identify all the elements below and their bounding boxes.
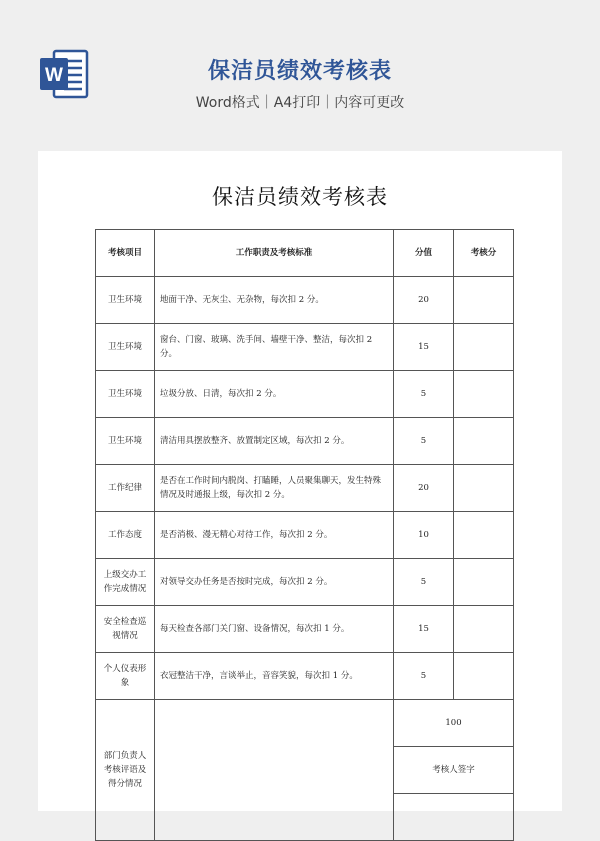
summary-item-cell: 部门负责人考核评语及得分情况 (96, 700, 155, 841)
rating-cell[interactable] (454, 324, 514, 371)
score-cell: 20 (394, 277, 454, 324)
page-title: 保洁员绩效考核表 (207, 59, 392, 84)
table-row (96, 324, 514, 371)
rating-cell[interactable] (454, 653, 514, 700)
criteria-cell: 是否在工作时间内脱岗、打瞌睡，人员聚集聊天，发生特殊情况及时通报上级，每次扣 2 分。 (155, 465, 394, 512)
table-row (96, 277, 514, 324)
score-cell: 5 (394, 418, 454, 465)
item-cell: 上级交办工作完成情况 (96, 559, 155, 606)
table-row (96, 418, 514, 465)
column-header: 考核分 (454, 230, 514, 277)
score-cell: 10 (394, 512, 454, 559)
document-title: 保洁员绩效考核表 (212, 185, 388, 209)
rating-cell[interactable] (454, 559, 514, 606)
criteria-cell: 地面干净、无灰尘、无杂物，每次扣 2 分。 (155, 277, 394, 324)
item-cell: 卫生环境 (96, 371, 155, 418)
criteria-cell: 对领导交办任务是否按时完成，每次扣 2 分。 (155, 559, 394, 606)
score-cell: 20 (394, 465, 454, 512)
criteria-cell: 是否消极、漫无精心对待工作，每次扣 2 分。 (155, 512, 394, 559)
item-cell: 安全检查巡视情况 (96, 606, 155, 653)
table-row (96, 465, 514, 512)
item-cell: 卫生环境 (96, 418, 155, 465)
item-cell: 个人仪表形象 (96, 653, 155, 700)
table-row (96, 653, 514, 700)
score-cell: 5 (394, 371, 454, 418)
column-header: 考核项目 (96, 230, 155, 277)
total-score-cell: 100 (394, 700, 514, 747)
criteria-cell: 每天检查各部门关门窗、设备情况，每次扣 1 分。 (155, 606, 394, 653)
rating-cell[interactable] (454, 277, 514, 324)
item-cell: 工作态度 (96, 512, 155, 559)
criteria-cell: 垃圾分放、日清，每次扣 2 分。 (155, 371, 394, 418)
document-page (38, 151, 562, 811)
criteria-cell: 窗台、门窗、玻璃、洗手间、墙壁干净、整洁，每次扣 2 分。 (155, 324, 394, 371)
column-header: 工作职责及考核标准 (155, 230, 394, 277)
summary-row (96, 700, 514, 747)
table-row (96, 371, 514, 418)
item-cell: 卫生环境 (96, 324, 155, 371)
score-cell: 5 (394, 559, 454, 606)
template-header (0, 0, 600, 150)
table-row (96, 512, 514, 559)
table-header-row (96, 230, 514, 277)
signer-label: 考核人签字 (394, 747, 514, 794)
page-subtitle: Word格式｜A4打印｜内容可更改 (195, 95, 405, 111)
rating-cell[interactable] (454, 371, 514, 418)
item-cell: 卫生环境 (96, 277, 155, 324)
svg-text:W: W (45, 65, 63, 86)
score-cell: 5 (394, 653, 454, 700)
item-cell: 工作纪律 (96, 465, 155, 512)
score-cell: 15 (394, 606, 454, 653)
comment-cell[interactable] (155, 700, 394, 841)
rating-cell[interactable] (454, 465, 514, 512)
score-cell: 15 (394, 324, 454, 371)
table-row (96, 559, 514, 606)
rating-cell[interactable] (454, 512, 514, 559)
criteria-cell: 衣冠整洁干净，言谈举止，音容笑貌，每次扣 1 分。 (155, 653, 394, 700)
rating-cell[interactable] (454, 418, 514, 465)
signature-cell[interactable] (394, 794, 514, 841)
table-row (96, 606, 514, 653)
evaluation-table (95, 229, 514, 841)
rating-cell[interactable] (454, 606, 514, 653)
column-header: 分值 (394, 230, 454, 277)
criteria-cell: 清洁用具摆放整齐、放置制定区域，每次扣 2 分。 (155, 418, 394, 465)
